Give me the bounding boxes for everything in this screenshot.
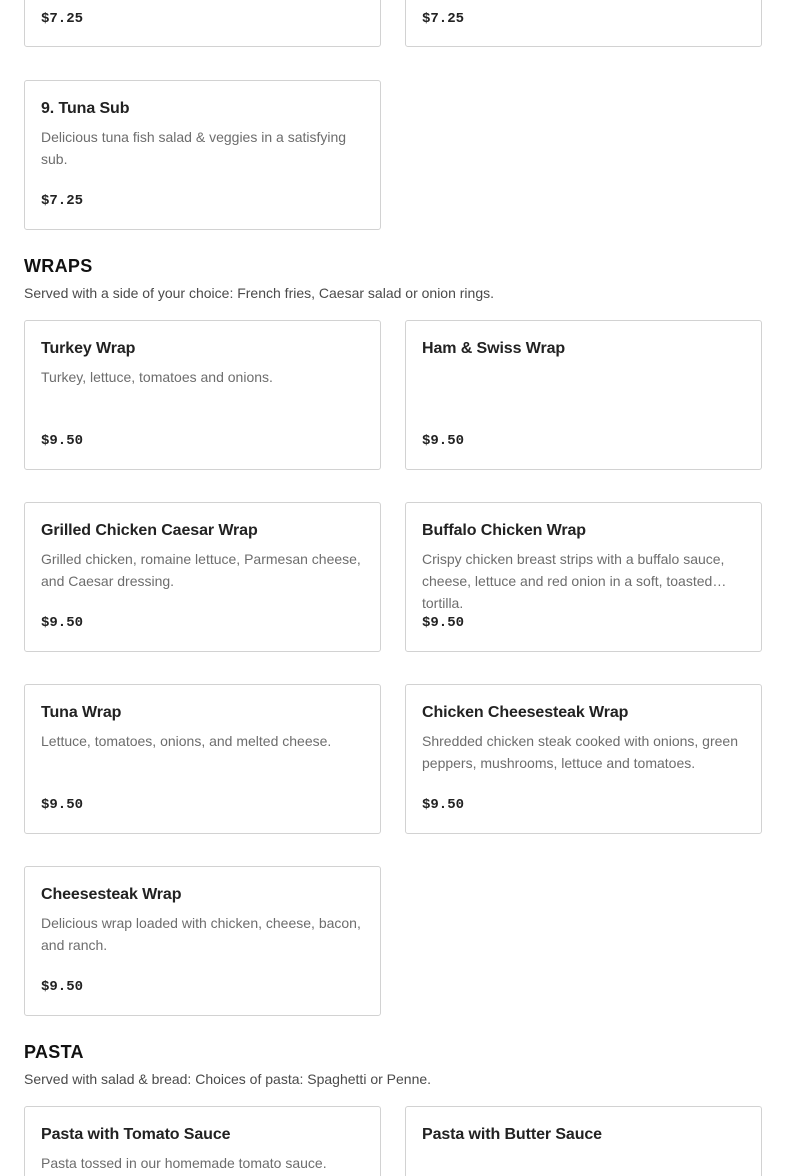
- menu-item-card[interactable]: [405, 320, 762, 470]
- item-name: Tuna Wrap: [41, 704, 122, 721]
- item-name: Ham & Swiss Wrap: [422, 340, 566, 357]
- menu-item-card[interactable]: [405, 1106, 762, 1176]
- item-description: Lettuce, tomatoes, onions, and melted cheese.: [41, 733, 332, 749]
- item-name: Pasta with Tomato Sauce: [41, 1126, 231, 1143]
- item-name: Cheesesteak Wrap: [41, 886, 182, 903]
- menu-item-card[interactable]: [405, 502, 762, 652]
- item-price: $9.50: [422, 433, 465, 449]
- menu-item-card[interactable]: [24, 502, 381, 652]
- item-price: $9.50: [41, 979, 84, 995]
- item-price: $9.50: [41, 797, 84, 813]
- item-price: $9.50: [41, 615, 84, 631]
- menu-item-card[interactable]: [24, 684, 381, 834]
- item-description: Delicious tuna fish salad & veggies in a satisfying sub.: [41, 129, 347, 167]
- item-price: $7.25: [41, 193, 84, 209]
- menu-item-card[interactable]: [24, 320, 381, 470]
- menu-item-card[interactable]: [24, 0, 381, 47]
- menu-item-card[interactable]: [405, 0, 762, 47]
- item-description: Pasta tossed in our homemade tomato sauce.: [41, 1155, 327, 1171]
- item-name: Chicken Cheesesteak Wrap: [422, 704, 629, 721]
- menu-item-card[interactable]: [24, 1106, 381, 1176]
- section-subtitle-pasta: Served with salad & bread: Choices of pasta: Spaghetti or Penne.: [24, 1071, 432, 1087]
- section-subtitle-wraps: Served with a side of your choice: French fries, Caesar salad or onion rings.: [24, 285, 495, 301]
- item-price: $9.50: [422, 797, 465, 813]
- item-description: Grilled chicken, romaine lettuce, Parmesan cheese, and Caesar dressing.: [41, 551, 361, 589]
- item-description: Shredded chicken steak cooked with onions, green peppers, mushrooms, lettuce and tomatoes.: [422, 733, 738, 771]
- section-title-pasta: PASTA: [24, 1042, 84, 1062]
- menu-item-card[interactable]: [24, 866, 381, 1016]
- item-price: $7.25: [422, 11, 465, 27]
- item-name: 9. Tuna Sub: [41, 100, 130, 117]
- section-title-wraps: WRAPS: [24, 256, 93, 276]
- item-name: Buffalo Chicken Wrap: [422, 522, 586, 539]
- item-price: $9.50: [41, 433, 84, 449]
- menu-item-card[interactable]: [405, 684, 762, 834]
- item-description: Turkey, lettuce, tomatoes and onions.: [41, 369, 273, 385]
- item-price: $9.50: [422, 615, 465, 631]
- item-name: Grilled Chicken Caesar Wrap: [41, 522, 258, 539]
- item-name: Turkey Wrap: [41, 340, 136, 357]
- item-description: Crispy chicken breast strips with a buffalo sauce, cheese, lettuce and red onion in a soft, toasted tortilla.: [422, 551, 725, 611]
- menu-item-card[interactable]: [24, 80, 381, 230]
- item-name: Pasta with Butter Sauce: [422, 1126, 602, 1143]
- item-description: Delicious wrap loaded with chicken, cheese, bacon, and ranch.: [41, 915, 361, 953]
- item-price: $7.25: [41, 11, 84, 27]
